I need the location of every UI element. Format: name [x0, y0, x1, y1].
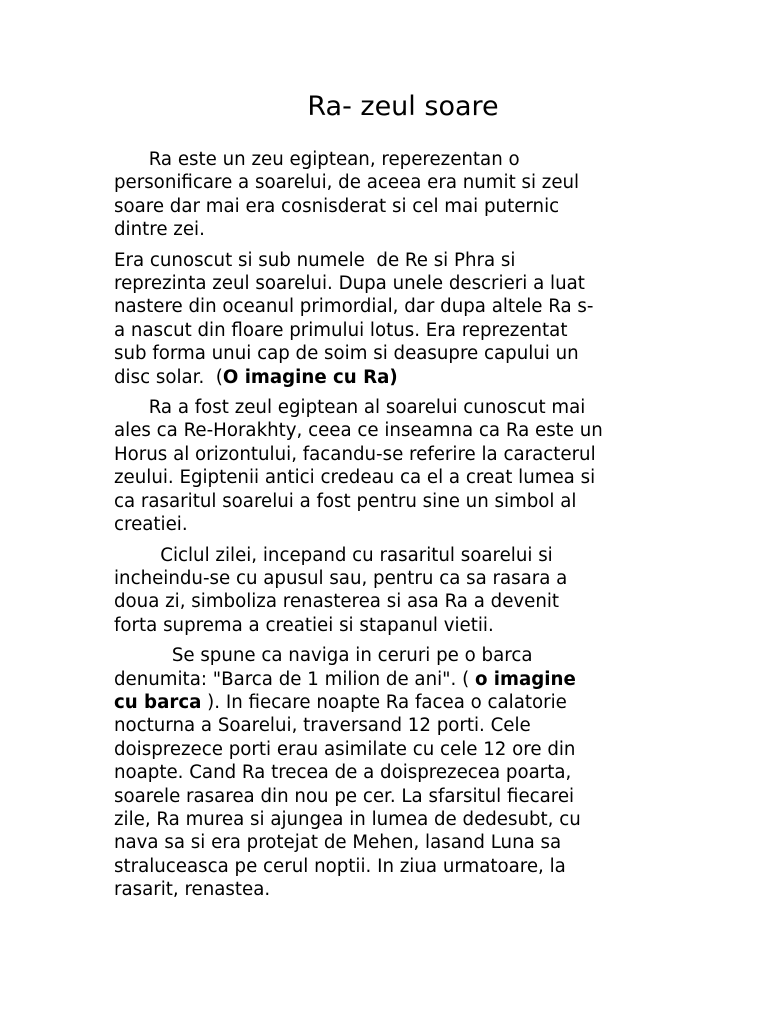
text-line — [114, 878, 674, 901]
bold-text: o imagine — [474, 668, 576, 690]
text-run: nava sa si era protejat de Mehen, lasand Luna sa — [114, 832, 562, 854]
text-line — [114, 761, 674, 784]
text-run: disc solar. ( — [114, 366, 223, 388]
text-line — [114, 295, 674, 318]
text-line — [114, 272, 674, 295]
page-title: Ra- zeul soare — [307, 91, 499, 122]
text-run: incheindu-se cu apusul sau, pentru ca sa rasara a — [114, 567, 568, 589]
text-run: denumita: "Barca de 1 milion de ani". ( — [114, 668, 475, 690]
text-line — [114, 567, 674, 590]
text-run: doisprezece porti erau asimilate cu cele 12 ore din — [114, 738, 576, 760]
text-line — [114, 148, 674, 171]
text-line — [114, 218, 674, 241]
text-run: creatiei. — [114, 514, 188, 536]
text-run: nocturna a Soarelui, traversand 12 porti. Cele — [114, 715, 531, 737]
bold-text: cu barca — [114, 691, 202, 713]
text-line — [114, 319, 674, 342]
text-run: soare dar mai era cosnisderat si cel mai puternic — [114, 195, 560, 217]
text-line — [114, 644, 674, 667]
text-run: dintre zei. — [114, 219, 205, 241]
paragraph — [114, 544, 674, 638]
bold-text: O imagine cu Ra) — [222, 366, 398, 388]
text-line — [114, 831, 674, 854]
text-run: Se spune ca naviga in ceruri pe o barca — [114, 645, 533, 667]
text-line — [114, 490, 674, 513]
text-run: a nascut din floare primului lotus. Era reprezentat — [114, 319, 568, 341]
text-run: zeului. Egiptenii antici credeau ca el a creat lumea si — [114, 467, 596, 489]
text-line — [114, 366, 674, 389]
text-line — [114, 808, 674, 831]
text-run: rasarit, renastea. — [114, 879, 271, 901]
text-run: reprezinta zeul soarelui. Dupa unele descrieri a luat — [114, 273, 585, 295]
text-run: noapte. Cand Ra trecea de a doisprezecea poarta, — [114, 762, 572, 784]
text-run: ca rasaritul soarelui a fost pentru sine un simbol al — [114, 490, 577, 512]
text-run: ales ca Re-Horakhty, ceea ce inseamna ca Ra este un — [114, 420, 603, 442]
text-line — [114, 590, 674, 613]
text-line — [114, 396, 674, 419]
text-line — [114, 614, 674, 637]
text-run: zile, Ra murea si ajungea in lumea de dedesubt, cu — [114, 808, 581, 830]
text-run: Ciclul zilei, incepand cu rasaritul soarelui si — [114, 544, 553, 566]
text-line — [114, 668, 674, 691]
text-line — [114, 171, 674, 194]
text-run: personificare a soarelui, de aceea era numit si zeul — [114, 172, 580, 194]
text-line — [114, 342, 674, 365]
text-line — [114, 855, 674, 878]
text-run: nastere din oceanul primordial, dar dupa altele Ra s- — [114, 296, 594, 318]
text-line — [114, 544, 674, 567]
text-line — [114, 691, 674, 714]
text-run: soarele rasarea din nou pe cer. La sfarsitul fiecarei — [114, 785, 575, 807]
text-line — [114, 785, 674, 808]
paragraph — [114, 249, 674, 389]
text-line — [114, 249, 674, 272]
text-line — [114, 513, 674, 536]
paragraph — [114, 396, 674, 536]
text-run: Horus al orizontului, facandu-se referire la caracterul — [114, 443, 596, 465]
text-line — [114, 195, 674, 218]
text-line — [114, 738, 674, 761]
text-run: sub forma unui cap de soim si deasupre capului un — [114, 343, 579, 365]
text-line — [114, 466, 674, 489]
paragraph — [114, 644, 674, 901]
text-line — [114, 714, 674, 737]
text-run: straluceasca pe cerul noptii. In ziua urmatoare, la — [114, 855, 566, 877]
text-run: Era cunoscut si sub numele de Re si Phra si — [114, 249, 516, 271]
text-line — [114, 443, 674, 466]
text-run: forta suprema a creatiei si stapanul vietii. — [114, 614, 494, 636]
paragraph — [114, 148, 674, 242]
document-body — [114, 148, 674, 909]
text-run: Ra a fost zeul egiptean al soarelui cunoscut mai — [114, 397, 586, 419]
text-line — [114, 419, 674, 442]
text-run: doua zi, simboliza renasterea si asa Ra a devenit — [114, 591, 560, 613]
text-run: ). In fiecare noapte Ra facea o calatorie — [201, 691, 567, 713]
text-run: Ra este un zeu egiptean, reperezentan o — [114, 149, 520, 170]
